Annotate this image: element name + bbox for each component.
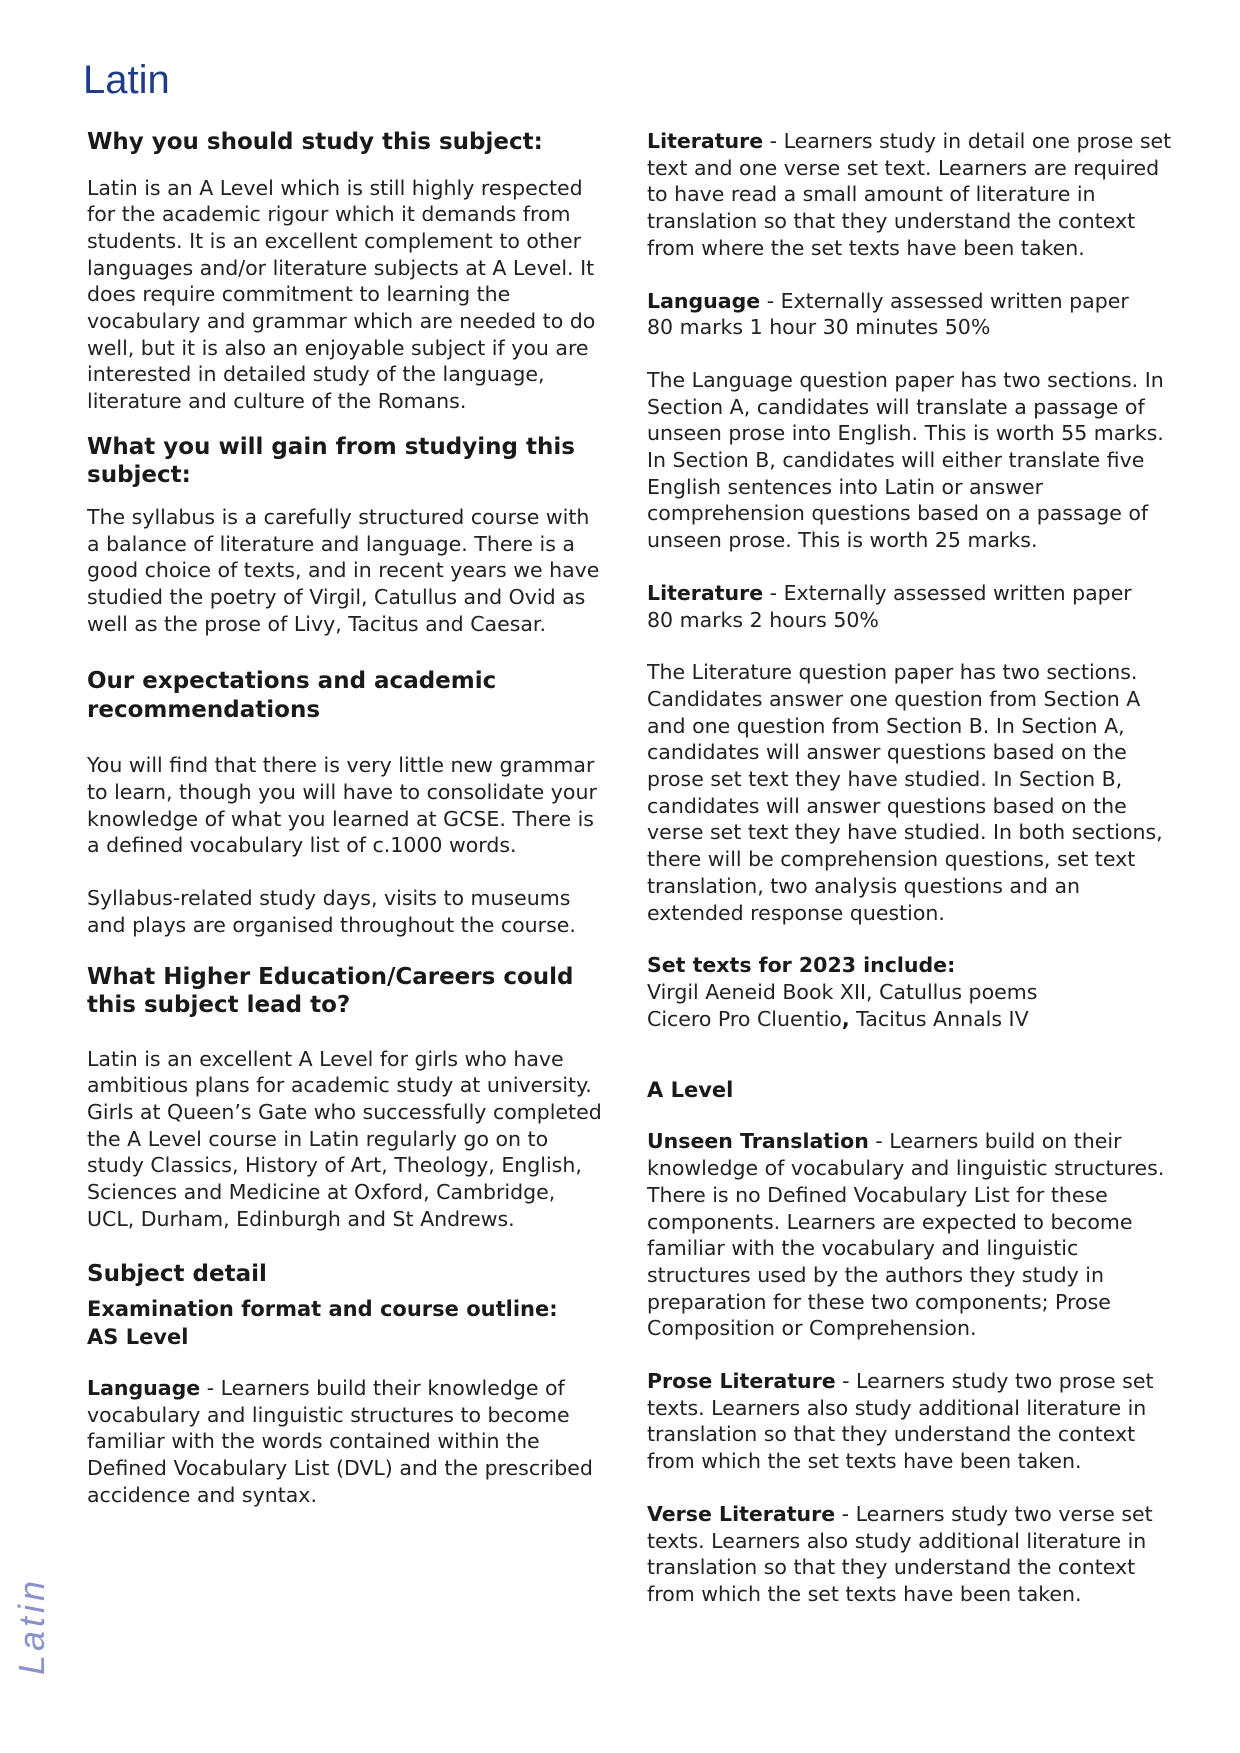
literature-paper-line2: 80 marks 2 hours 50% (647, 607, 879, 632)
verse-label: Verse Literature (647, 1501, 836, 1526)
literature-paper-body: The Literature question paper has two sections. Candidates answer one question from Section A and one question from Section B. In Section A, candidates will answer questions based on the prose set text they have studied. In Section B, candidates will answer questions based on the verse set text they have studied. In both sections, there will be comprehension questions, set text translation, two analysis questions and an extended response question. (647, 660, 1163, 925)
literature-label: Literature (647, 129, 764, 153)
gain-heading: What you will gain from studying this subject: (87, 433, 575, 489)
literature-paper-line1: - Externally assessed written paper (763, 580, 1132, 605)
literature-paragraph (647, 128, 1172, 262)
literature-body: - Learners study in detail one prose set text and one verse set text. Learners are required to have read a small amount of literature in translation so that they understand the context from where the set texts have been taken. (647, 129, 1172, 260)
set-texts-line2a: Cicero Pro Cluentio (647, 1006, 842, 1031)
prose-body: - Learners study two prose set texts. Learners also study additional literature in translation so that they understand the context from which the set texts have been taken. (647, 1369, 1154, 1474)
left-column (87, 128, 607, 1509)
expectations-body: You will find that there is very little new grammar to learn, though you will have to consolidate your knowledge of what you learned at GCSE. There is a defined vocabulary list of c.1000 words. (87, 753, 597, 858)
why-body: Latin is an A Level which is still highly respected for the academic rigour which it demands from students. It is an excellent complement to other languages and/or literature subjects at A Level. It does require commitment to learning the vocabulary and grammar which are needed to do well, but it is also an enjoyable subject if you are interested in detailed study of the language, literature and culture of the Romans. (87, 175, 596, 414)
as-level-line: AS Level (87, 1324, 189, 1349)
gain-body: The syllabus is a carefully structured course with a balance of literature and language. There is a good choice of texts, and in recent years we have studied the poetry of Virgil, Catullus and Ovid as well as the prose of Livy, Tacitus and Caesar. (87, 504, 600, 636)
language-label: Language (87, 1375, 201, 1400)
language-paper-body: The Language question paper has two sections. In Section A, candidates will translate a passage of unseen prose into English. This is worth 55 marks. In Section B, candidates will either translate five English sentences into Latin or answer comprehension questions based on a passage of unseen prose. This is worth 25 marks. (647, 367, 1164, 553)
exam-format-heading (87, 1295, 607, 1351)
set-texts-line1: Virgil Aeneid Book XII, Catullus poems (647, 979, 1038, 1004)
literature-paper-label: Literature (647, 580, 764, 605)
page-title: Latin (83, 58, 170, 102)
language-body: - Learners build their knowledge of vocabulary and linguistic structures to become familiar with the words contained within the Defined Vocabulary List (DVL) and the prescribed accidence and syntax. (87, 1375, 593, 1507)
set-texts-line2b: Tacitus Annals IV (849, 1006, 1029, 1031)
unseen-paragraph (647, 1128, 1172, 1342)
expectations-body-2: Syllabus-related study days, visits to museums and plays are organised throughout the course. (87, 886, 576, 937)
subject-detail-heading: Subject detail (87, 1261, 267, 1288)
literature-paper-paragraph (647, 580, 1172, 633)
why-heading: Why you should study this subject: (87, 129, 543, 155)
set-texts-paragraph (647, 952, 1172, 1032)
set-texts-comma: , (841, 1006, 850, 1031)
verse-paragraph (647, 1501, 1172, 1608)
expectations-heading: Our expectations and academic recommendations (87, 668, 497, 723)
careers-body: Latin is an excellent A Level for girls who have ambitious plans for academic study at university. Girls at Queen’s Gate who successfully completed the A Level course in Latin regularly go on to study Classics, History of Art, Theology, English, Sciences and Medicine at Oxford, Cambridge, UCL, Durham, Edinburgh and St Andrews. (87, 1046, 602, 1231)
set-texts-heading: Set texts for 2023 include: (647, 953, 956, 978)
side-label: Latin (11, 1576, 52, 1675)
language-paragraph (87, 1375, 607, 1509)
language-paper-paragraph (647, 288, 1172, 341)
careers-heading: What Higher Education/Careers could this subject lead to? (87, 963, 574, 1019)
prose-label: Prose Literature (647, 1369, 836, 1394)
unseen-body: - Learners build on their knowledge of vocabulary and linguistic structures. There is no Defined Vocabulary List for these components. Learners are expected to become familiar with the vocabulary and linguistic structures used by the authors they study in preparation for these two components; Prose Composition or Comprehension. (647, 1129, 1165, 1341)
unseen-label: Unseen Translation (647, 1129, 869, 1154)
verse-body: - Learners study two verse set texts. Learners also study additional literature in translation so that they understand the context from which the set texts have been taken. (647, 1501, 1153, 1606)
language-paper-line1: - Externally assessed written paper (760, 288, 1129, 313)
language-paper-line2: 80 marks 1 hour 30 minutes 50% (647, 315, 991, 340)
a-level-heading: A Level (647, 1078, 734, 1103)
exam-format-line: Examination format and course outline: (87, 1296, 558, 1321)
language-paper-label: Language (647, 288, 761, 313)
right-column (647, 128, 1172, 1608)
prose-paragraph (647, 1368, 1172, 1475)
